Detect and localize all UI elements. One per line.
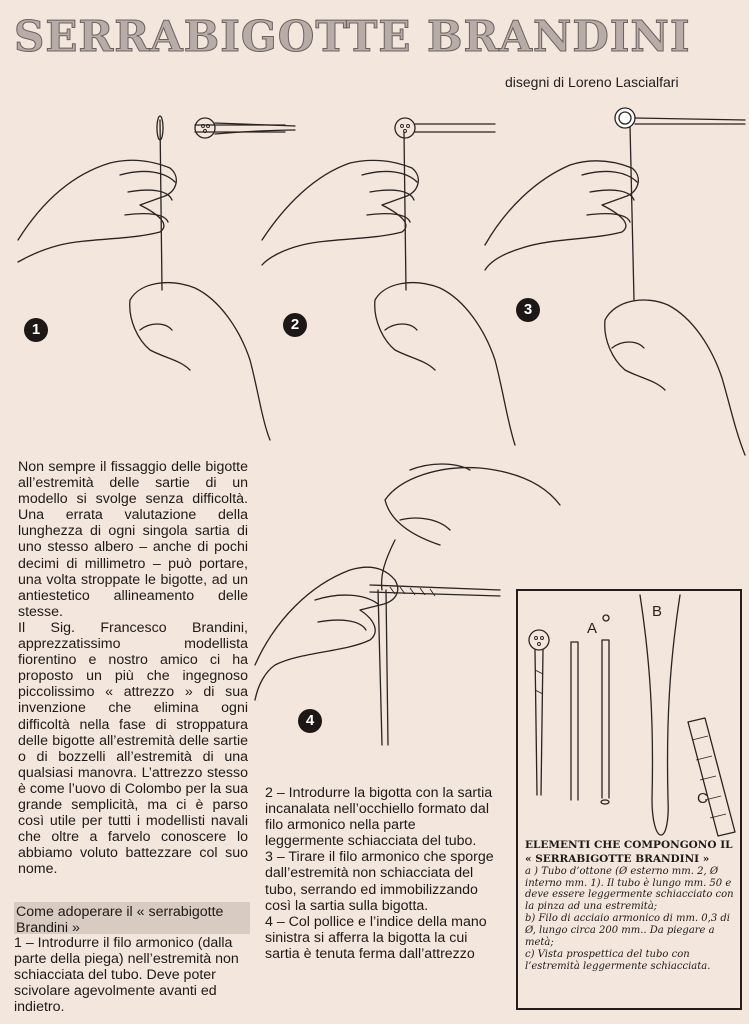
parts-list-item: b) Filo di acciaio armonico di mm. 0,3 di Ø, lungo circa 200 mm.. Da piegare a metà;: [525, 913, 730, 948]
figure-3-badge: 3: [516, 298, 540, 322]
article-title: SERRABIGOTTE BRANDINI: [14, 12, 691, 61]
figure-2-drawing: [262, 118, 515, 445]
drawings-credit: disegni di Loreno Lascialfari: [505, 74, 679, 90]
parts-list-item: c) Vista prospettica del tubo con l’estremità leggermente schiacciata.: [525, 949, 711, 972]
article-body: [18, 459, 248, 877]
article-paragraph: Il Sig. Francesco Brandini, apprezzatissimo modellista fiorentino e nostro amico ci ha proposto un più che ingegnoso piccolissimo « attrezzo » di sua invenzione che elimina ogni difficoltà nella fase di stroppatura delle bigotte all’estremità delle sartie o di bozzelli all’estremità di una qualsiasi manovra. L’attrezzo stesso è come l’uovo di Colombo per la sua grande semplicità, ma ci è parso così utile per tutti i modellisti navali che oltre a farvelo conoscere lo abbiamo voluto battezzare col suo nome.: [18, 619, 248, 878]
figure-4-drawing: [255, 464, 560, 745]
step-3: 3 – Tirare il filo armonico che sporge dall’estremità non schiacciata del tubo, serrando ed immobilizzando così la sartia sulla bigotta.: [265, 849, 494, 914]
figure-4-badge: 4: [298, 709, 322, 733]
parts-box-title: ELEMENTI CHE COMPONGONO IL « SERRABIGOTTE BRANDINI »: [525, 839, 733, 865]
figure-2-badge: 2: [283, 313, 307, 337]
step-1: 1 – Introdurre il filo armonico (dalla parte della piega) nell’estremità non schiacciata del tubo. Deve poter scivolare agevolmente avanti ed indietro.: [14, 935, 239, 1016]
part-label-c: C: [697, 790, 708, 807]
figure-3-drawing: [485, 108, 745, 455]
article-paragraph: Non sempre il fissaggio delle bigotte all’estremità delle sartie di un modello si svolge senza difficoltà. Una errata valutazione della lunghezza di ogni singola sartia di uno stesso albero – anche di pochi decimi di millimetro – può portare, una volta stroppate le bigotte, ad un antiestetico allineamento delle stesse.: [18, 459, 248, 620]
step-4: 4 – Col pollice e l’indice della mano sinistra si afferra la bigotta la cui sartia è tenuta ferma dall’attrezzo: [265, 913, 487, 962]
step-2: 2 – Introdurre la bigotta con la sartia incanalata nell’occhiello formato dal filo armonico nella parte leggermente schiacciata del tubo.: [265, 785, 493, 850]
howto-heading: Come adoperare il « serrabigotte Brandini »: [14, 902, 250, 934]
part-label-b: B: [652, 603, 663, 620]
figure-1-badge: 1: [24, 318, 48, 342]
part-label-a: A: [587, 620, 598, 637]
parts-list-item: a ) Tubo d’ottone (Ø esterno mm. 2, Ø interno mm. 1). Il tubo è lungo mm. 50 e deve essere leggermente schiacciato con la pinza ad una estremità;: [525, 866, 734, 912]
figure-1-drawing: [18, 116, 295, 440]
steps-column: [265, 785, 497, 962]
parts-list: [525, 866, 737, 973]
